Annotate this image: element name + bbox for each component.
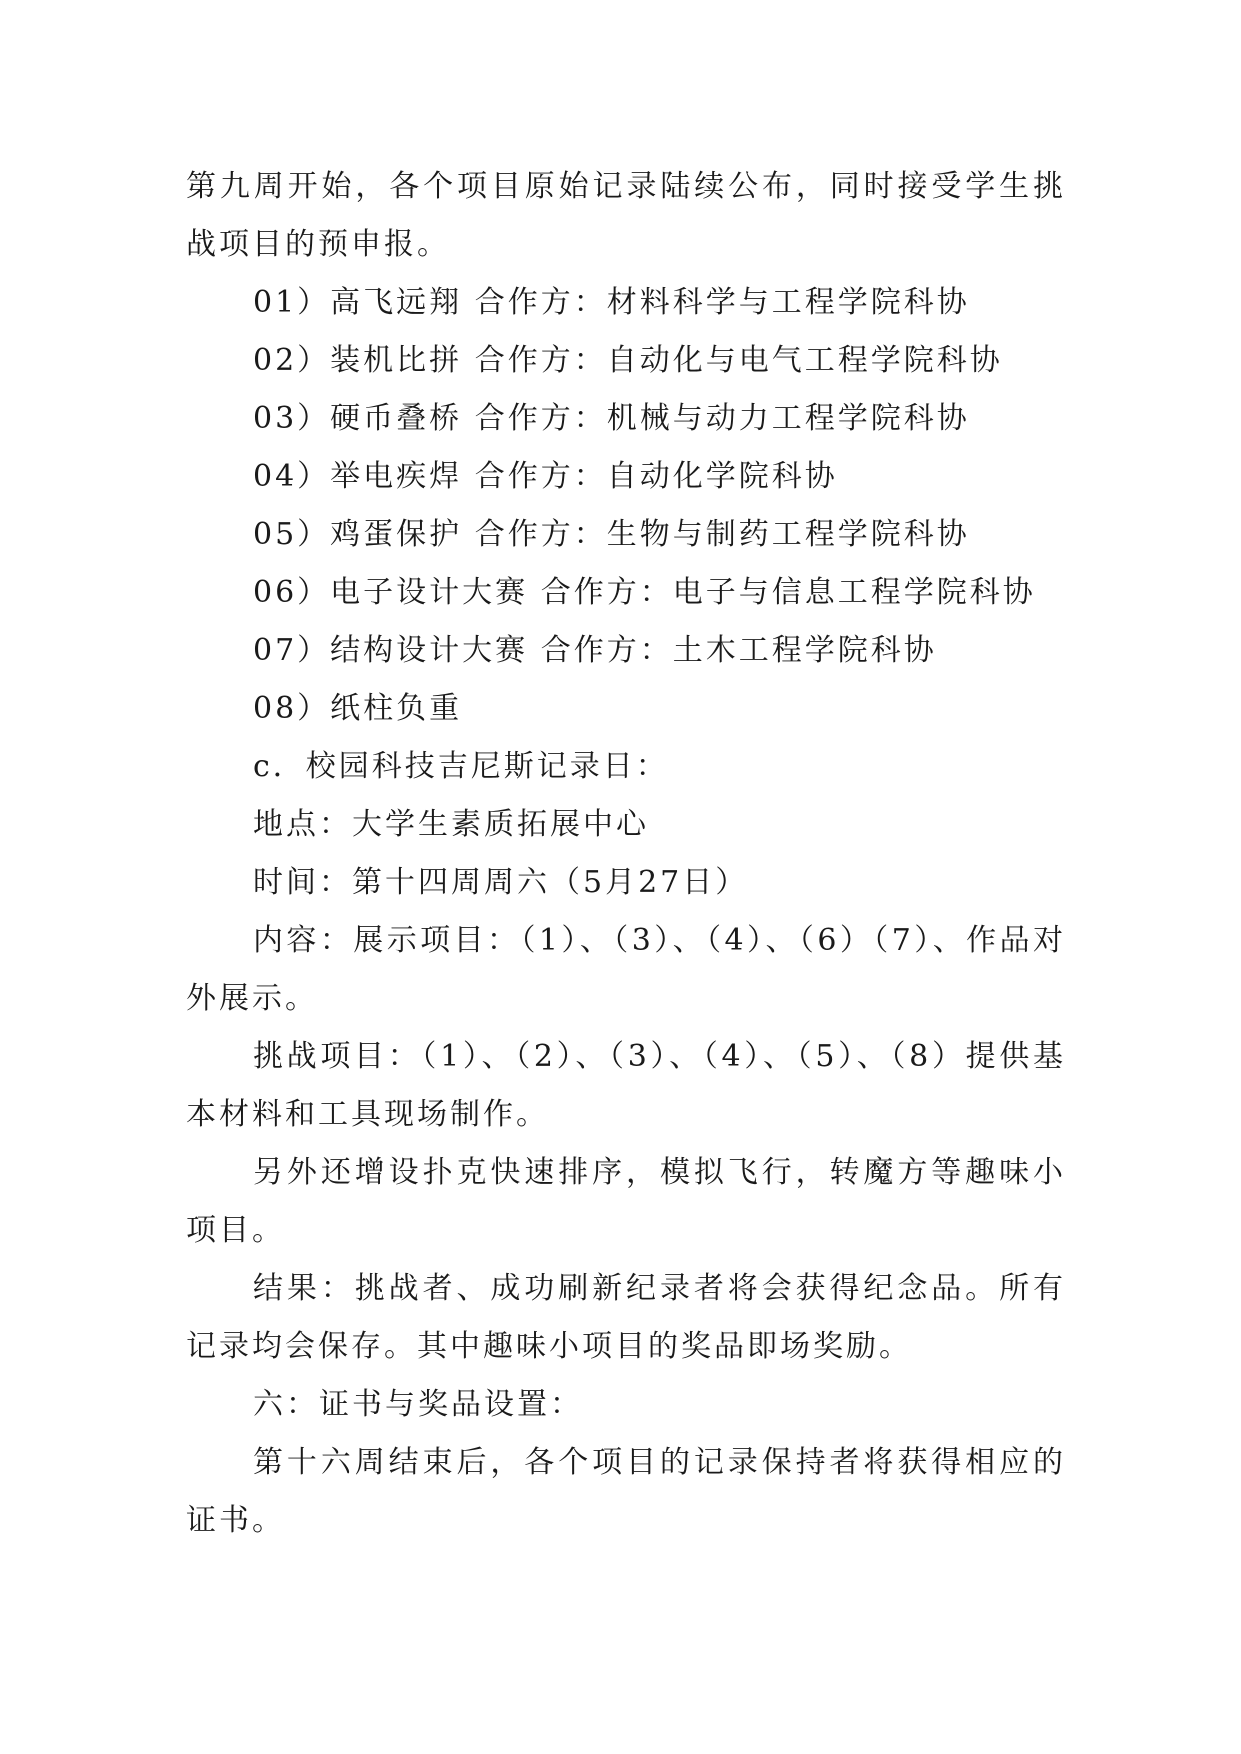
project-item-06: 06）电子设计大赛 合作方：电子与信息工程学院科协 <box>253 575 1036 610</box>
document-body <box>186 158 1066 1550</box>
project-item-01: 01）高飞远翔 合作方：材料科学与工程学院科协 <box>253 285 970 320</box>
certificates-description: 第十六周结束后，各个项目的记录保持者将获得相应的证书。 <box>186 1445 1066 1538</box>
project-item-04: 04）举电疾焊 合作方：自动化学院科协 <box>253 459 838 494</box>
paragraph-intro: 第九周开始，各个项目原始记录陆续公布，同时接受学生挑战项目的预申报。 <box>186 169 1066 262</box>
event-time: 时间：第十四周周六（5月27日） <box>253 865 749 900</box>
project-item-07: 07）结构设计大赛 合作方：土木工程学院科协 <box>253 633 937 668</box>
event-location: 地点：大学生素质拓展中心 <box>253 807 649 842</box>
project-item-03: 03）硬币叠桥 合作方：机械与动力工程学院科协 <box>253 401 970 436</box>
section-heading-certificates: 六：证书与奖品设置： <box>253 1387 583 1422</box>
challenge-projects: 挑战项目：（1）、（2）、（3）、（4）、（5）、（8）提供基本材料和工具现场制作。 <box>186 1039 1066 1132</box>
extra-projects: 另外还增设扑克快速排序，模拟飞行，转魔方等趣味小项目。 <box>186 1155 1066 1248</box>
event-results: 结果：挑战者、成功刷新纪录者将会获得纪念品。所有记录均会保存。其中趣味小项目的奖品即场奖励。 <box>186 1271 1066 1364</box>
section-heading-record-day: c．校园科技吉尼斯记录日： <box>253 749 669 784</box>
project-item-08: 08）纸柱负重 <box>253 691 463 726</box>
project-item-02: 02）装机比拼 合作方：自动化与电气工程学院科协 <box>253 343 1003 378</box>
event-content: 内容：展示项目：（1）、（3）、（4）、（6）（7）、作品对外展示。 <box>186 923 1066 1016</box>
project-item-05: 05）鸡蛋保护 合作方：生物与制药工程学院科协 <box>253 517 970 552</box>
